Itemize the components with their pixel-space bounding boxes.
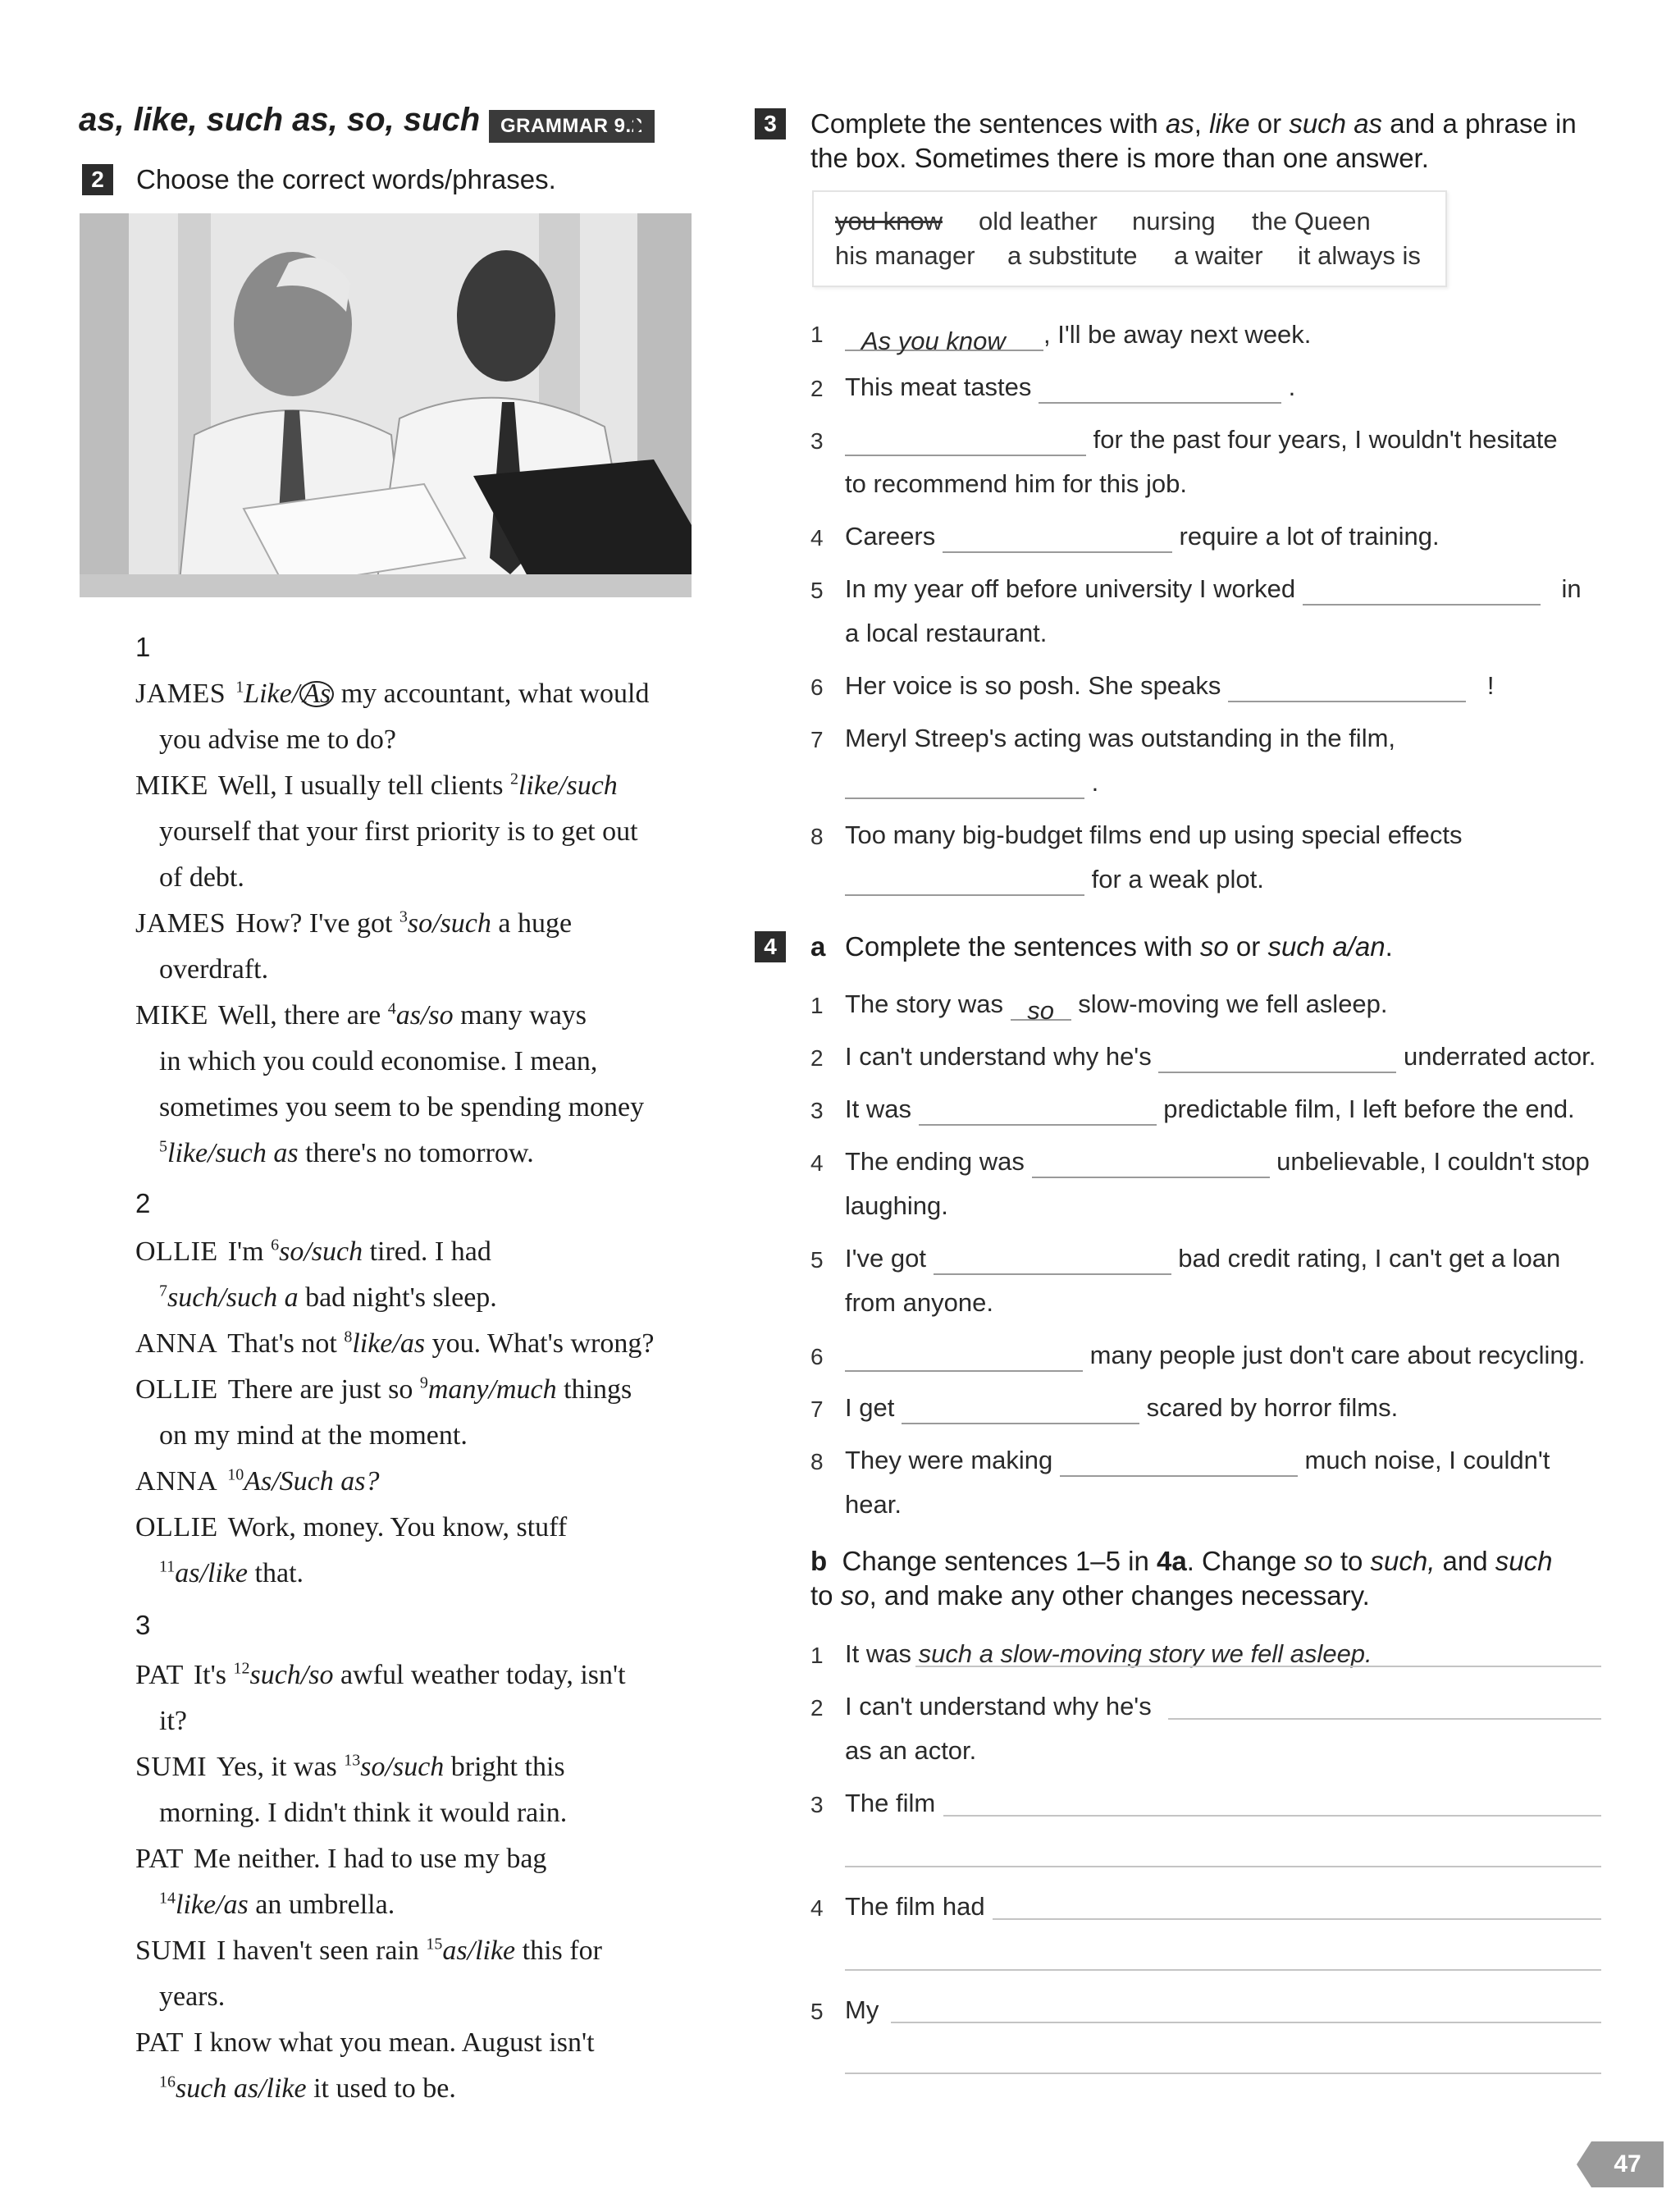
dialogue-continuation: overdraft. xyxy=(159,954,269,985)
gap-number: 7 xyxy=(159,1282,167,1300)
sentence-item: My xyxy=(845,1995,879,2024)
speaker: JAMES xyxy=(135,679,226,709)
dialogue-line xyxy=(135,1836,701,1882)
choice-option[interactable]: such/so xyxy=(249,1660,334,1690)
gap-number: 8 xyxy=(344,1328,353,1346)
line-text: a huge xyxy=(491,908,573,939)
answer-blank[interactable] xyxy=(845,773,1084,799)
sentence-item xyxy=(845,988,1388,1025)
line-text: tired. I had xyxy=(363,1236,491,1267)
sentence-text: unbelievable, I couldn't stop xyxy=(1276,1147,1590,1176)
arrow-right-icon xyxy=(633,115,643,138)
line-text: awful weather today, isn't xyxy=(333,1660,626,1690)
sentence-item: Too many big-budget films end up using special effects xyxy=(845,820,1463,849)
sentence-item xyxy=(845,573,1582,606)
speaker: PAT xyxy=(135,1844,184,1874)
word-box xyxy=(812,190,1447,287)
line-text: Work, money. You know, stuff xyxy=(227,1512,568,1542)
exercise-2-instruction: Choose the correct words/phrases. xyxy=(136,164,556,194)
choice-option[interactable]: As/Such as? xyxy=(244,1466,380,1497)
speaker: OLLIE xyxy=(135,1512,218,1542)
dialogue-line xyxy=(135,1321,701,1367)
sentence-text: . xyxy=(1091,768,1099,797)
instruction-text: to xyxy=(1332,1546,1371,1576)
answer-blank[interactable]: As you know xyxy=(845,325,1043,351)
speaker: SUMI xyxy=(135,1752,208,1782)
photo-illustration xyxy=(80,213,692,597)
choice-option[interactable]: as/like xyxy=(175,1558,249,1588)
sentence-text: for a weak plot. xyxy=(1091,865,1264,893)
line-text: There are just so xyxy=(227,1374,420,1405)
dialogue-line xyxy=(135,671,701,717)
line-text: Well, I usually tell clients xyxy=(217,770,510,801)
sentence-text: bad credit rating, I can't get a loan xyxy=(1178,1244,1561,1273)
choice-option[interactable]: many/much xyxy=(427,1374,557,1405)
dialogue-line xyxy=(135,901,701,947)
gap-number: 16 xyxy=(159,2073,176,2091)
grammar-reference-tag[interactable]: GRAMMAR 9.2 xyxy=(489,110,655,143)
sentence-text: , I'll be away next week. xyxy=(1043,320,1312,349)
line-text: this for xyxy=(515,1936,602,1966)
sentence-text: This meat tastes xyxy=(845,372,1032,401)
line-text: it used to be. xyxy=(306,2073,456,2104)
choice-option[interactable]: so/such xyxy=(407,908,491,939)
sentence-text: . xyxy=(1288,372,1296,401)
answer-line[interactable] xyxy=(845,1866,1601,1867)
word-box-item: it always is xyxy=(1298,241,1421,270)
speaker: OLLIE xyxy=(135,1374,218,1405)
instruction-text: , xyxy=(1194,108,1210,139)
sentence-text: for the past four years, I wouldn't hesitate xyxy=(1093,425,1558,454)
item-number: 3 xyxy=(810,1098,824,1123)
dialogue-continuation: on my mind at the moment. xyxy=(159,1420,468,1451)
sentence-item xyxy=(845,1444,1550,1477)
sentence-item xyxy=(845,423,1558,456)
part-a-label: a xyxy=(810,931,826,962)
instruction-text: or xyxy=(1249,108,1290,139)
word-box-item: the Queen xyxy=(1252,207,1371,235)
gap-number: 10 xyxy=(227,1465,244,1484)
answer-blank[interactable] xyxy=(1039,377,1281,404)
choice-option[interactable]: so/such xyxy=(360,1752,445,1782)
dialogue-continuation: sometimes you seem to be spending money xyxy=(159,1092,645,1122)
dialogue-line xyxy=(135,763,701,809)
sentence-item: I can't understand why he's xyxy=(845,1692,1152,1721)
line-text: Yes, it was xyxy=(217,1752,345,1782)
choice-option[interactable]: like/such xyxy=(518,770,618,801)
answer-line[interactable] xyxy=(943,1815,1601,1817)
instruction-keyword: like xyxy=(1209,108,1250,139)
sentence-text: predictable film, I left before the end. xyxy=(1163,1095,1575,1123)
answer-blank[interactable] xyxy=(1158,1047,1396,1073)
line-text: there's no tomorrow. xyxy=(298,1138,534,1168)
choice-option[interactable]: such as/like xyxy=(176,2073,307,2104)
part-b-label: b xyxy=(810,1546,828,1576)
sentence-continuation xyxy=(845,863,1264,896)
item-number: 4 xyxy=(810,525,824,551)
instruction-keyword: such, xyxy=(1370,1546,1436,1576)
instruction-text: to xyxy=(810,1580,841,1611)
dialogue-continuation: morning. I didn't think it would rain. xyxy=(159,1798,568,1828)
sentence-continuation: from anyone. xyxy=(845,1288,993,1317)
answer-blank[interactable] xyxy=(919,1099,1157,1126)
instruction-text: Complete the sentences with xyxy=(810,108,1166,139)
item-number: 1 xyxy=(810,993,824,1018)
dialogue-line xyxy=(135,1459,701,1505)
word-box-item: you know xyxy=(835,207,943,235)
exercise-4a-instruction xyxy=(845,930,1393,964)
line-text: I know what you mean. August isn't xyxy=(193,2027,595,2058)
answer-blank[interactable] xyxy=(902,1398,1139,1424)
word-box-item: a substitute xyxy=(1007,241,1138,270)
sentence-text: in xyxy=(1561,574,1582,603)
sentence-text: It was xyxy=(845,1639,911,1668)
line-text: It's xyxy=(193,1660,234,1690)
item-number: 5 xyxy=(810,1999,824,2024)
dialogue-continuation: years. xyxy=(159,1981,226,2012)
answer-blank[interactable] xyxy=(845,1346,1083,1372)
item-number: 8 xyxy=(810,1449,824,1474)
sentence-item xyxy=(845,1392,1398,1424)
instruction-text: and xyxy=(1435,1546,1495,1576)
sentence-text: They were making xyxy=(845,1446,1053,1474)
word-box-item: his manager xyxy=(835,241,975,270)
choice-option[interactable]: like/as xyxy=(176,1890,249,1920)
item-number: 3 xyxy=(810,1792,824,1817)
dialogue-line xyxy=(135,2020,701,2066)
sentence-text: many people just don't care about recycling. xyxy=(1089,1341,1586,1369)
gap-number: 1 xyxy=(235,678,244,697)
item-number: 1 xyxy=(810,1643,824,1668)
dialogue-line xyxy=(159,1275,725,1321)
line-text: that. xyxy=(248,1558,304,1588)
speaker: ANNA xyxy=(135,1466,218,1497)
gap-number: 3 xyxy=(399,907,408,926)
item-number: 1 xyxy=(810,322,824,347)
dialogue-2-number: 2 xyxy=(135,1188,151,1218)
dialogue-line xyxy=(135,993,701,1039)
answer-blank[interactable] xyxy=(845,870,1084,896)
sentence-item xyxy=(845,1040,1596,1073)
gap-number: 11 xyxy=(159,1557,176,1576)
item-number: 5 xyxy=(810,578,824,603)
instruction-text: the box. Sometimes there is more than one answer. xyxy=(810,143,1429,173)
sentence-continuation: laughing. xyxy=(845,1191,948,1220)
sentence-item xyxy=(845,1339,1586,1372)
dialogue-line xyxy=(135,1744,701,1790)
sentence-text: Her voice is so posh. She speaks xyxy=(845,671,1221,700)
answer-line[interactable] xyxy=(993,1918,1601,1920)
line-text: That's not xyxy=(227,1328,345,1359)
sentence-text: The story was xyxy=(845,989,1003,1018)
line-text: my accountant, what would xyxy=(334,679,650,709)
sentence-item: Meryl Streep's acting was outstanding in the film, xyxy=(845,724,1396,752)
choice-option[interactable]: like/as xyxy=(352,1328,426,1359)
gap-number: 9 xyxy=(419,1373,428,1392)
instruction-keyword: so xyxy=(840,1580,870,1611)
instruction-keyword: such a/an xyxy=(1267,931,1386,962)
word-box-item: nursing xyxy=(1132,207,1216,235)
exercise-4-number: 4 xyxy=(755,931,786,962)
circled-answer[interactable]: As xyxy=(299,681,334,707)
speaker: PAT xyxy=(135,2027,184,2058)
choice-option[interactable]: so/such xyxy=(279,1236,363,1267)
sentence-item: The film xyxy=(845,1789,936,1817)
line-text: I haven't seen rain xyxy=(217,1936,427,1966)
item-number: 6 xyxy=(810,674,824,700)
gap-number: 6 xyxy=(271,1236,280,1255)
gap-number: 15 xyxy=(426,1935,443,1954)
exercise-3-instruction xyxy=(810,107,1623,176)
answer-line[interactable] xyxy=(845,1969,1601,1971)
item-number: 2 xyxy=(810,376,824,401)
instruction-text: . xyxy=(1385,931,1393,962)
sentence-text: scared by horror films. xyxy=(1146,1393,1399,1422)
answer-blank[interactable] xyxy=(934,1249,1171,1275)
dialogue-line xyxy=(135,1367,701,1413)
sentence-text: Careers xyxy=(845,522,936,551)
answer-blank[interactable] xyxy=(1228,676,1466,702)
choice-option[interactable]: like/such as xyxy=(167,1138,299,1168)
item-number: 8 xyxy=(810,824,824,849)
sentence-text: slow-moving we fell asleep. xyxy=(1078,989,1388,1018)
answer-line[interactable] xyxy=(915,1666,1601,1667)
item-number: 3 xyxy=(810,428,824,454)
instruction-keyword: such as xyxy=(1289,108,1383,139)
choice-option[interactable]: as/like xyxy=(442,1936,516,1966)
line-text: How? I've got xyxy=(235,908,399,939)
line-text: bright this xyxy=(444,1752,565,1782)
choice-option[interactable]: as/so xyxy=(395,1000,454,1031)
photo-two-businessmen xyxy=(80,213,692,597)
dialogue-continuation: in which you could economise. I mean, xyxy=(159,1046,598,1076)
line-text: many ways xyxy=(453,1000,587,1031)
sentence-text: require a lot of training. xyxy=(1179,522,1440,551)
item-number: 4 xyxy=(810,1895,824,1921)
choice-option[interactable]: such/such a xyxy=(167,1282,299,1313)
dialogue-line xyxy=(135,1505,701,1551)
speaker: MIKE xyxy=(135,770,208,801)
item-number: 6 xyxy=(810,1344,824,1369)
line-text: things xyxy=(556,1374,632,1405)
instruction-keyword: so xyxy=(1303,1546,1333,1576)
sentence-text: ! xyxy=(1486,671,1495,700)
item-number: 7 xyxy=(810,1396,824,1422)
exercise-2-number: 2 xyxy=(82,164,113,195)
dialogue-continuation: it? xyxy=(159,1706,187,1736)
instruction-text: Complete the sentences with xyxy=(845,931,1200,962)
dialogue-line xyxy=(159,1131,725,1177)
gap-number: 5 xyxy=(159,1137,167,1156)
instruction-keyword: as xyxy=(1165,108,1194,139)
exercise-4b-instruction xyxy=(810,1544,1623,1613)
answer-line[interactable] xyxy=(845,2073,1601,2074)
instruction-text: , and make any other changes necessary. xyxy=(869,1580,1370,1611)
sentence-text: I can't understand why he's xyxy=(845,1042,1152,1071)
speaker: PAT xyxy=(135,1660,184,1690)
instruction-text: . Change xyxy=(1186,1546,1304,1576)
dialogue-line xyxy=(159,1882,725,1928)
sentence-item: The film had xyxy=(845,1892,985,1921)
choice-option[interactable]: Like/ xyxy=(244,679,300,709)
answer-blank[interactable] xyxy=(1060,1451,1298,1477)
gap-number: 14 xyxy=(159,1889,176,1908)
answer-blank[interactable] xyxy=(1032,1152,1270,1178)
exercise-3-number: 3 xyxy=(755,108,786,139)
word-box-item: old leather xyxy=(979,207,1098,235)
item-number: 4 xyxy=(810,1150,824,1176)
sentence-text: It was xyxy=(845,1095,911,1123)
page-number: 47 xyxy=(1591,2141,1664,2187)
answer-blank[interactable] xyxy=(1303,579,1541,606)
answer-blank[interactable] xyxy=(943,527,1172,553)
line-text: Well, there are xyxy=(217,1000,388,1031)
section-title: as, like, such as, so, such xyxy=(79,102,481,138)
line-text: Me neither. I had to use my bag xyxy=(193,1844,547,1874)
sentence-text: The ending was xyxy=(845,1147,1025,1176)
line-text: you. What's wrong? xyxy=(425,1328,655,1359)
instruction-keyword: such xyxy=(1495,1546,1553,1576)
sample-answer: such a slow-moving story we fell asleep. xyxy=(918,1639,1372,1668)
dialogue-line xyxy=(135,1652,701,1698)
sentence-text: I've got xyxy=(845,1244,926,1273)
answer-blank[interactable] xyxy=(845,430,1086,456)
sentence-item xyxy=(845,670,1494,702)
dialogue-1-number: 1 xyxy=(135,632,151,662)
sentence-item xyxy=(845,318,1312,355)
dialogue-line xyxy=(159,1551,725,1597)
line-text: an umbrella. xyxy=(248,1890,395,1920)
sentence-text: underrated actor. xyxy=(1403,1042,1596,1071)
speaker: JAMES xyxy=(135,908,226,939)
sentence-text: I get xyxy=(845,1393,895,1422)
word-box-item: a waiter xyxy=(1174,241,1263,270)
sentence-item xyxy=(845,1242,1560,1275)
line-text: I'm xyxy=(227,1236,272,1267)
gap-number: 13 xyxy=(344,1751,361,1770)
gap-number: 12 xyxy=(233,1659,250,1678)
answer-line[interactable] xyxy=(891,2022,1601,2023)
item-number: 7 xyxy=(810,727,824,752)
sentence-continuation: to recommend him for this job. xyxy=(845,469,1187,498)
sentence-text: much noise, I couldn't xyxy=(1304,1446,1550,1474)
instruction-text: Change sentences 1–5 in xyxy=(842,1546,1157,1576)
answer-line[interactable] xyxy=(1168,1718,1601,1720)
sentence-continuation: a local restaurant. xyxy=(845,619,1048,647)
dialogue-continuation: you advise me to do? xyxy=(159,724,396,755)
gap-number: 4 xyxy=(387,999,396,1018)
answer-blank[interactable]: so xyxy=(1011,994,1071,1021)
dialogue-line xyxy=(159,2066,725,2112)
sentence-text: In my year off before university I worked xyxy=(845,574,1296,603)
sentence-item xyxy=(845,1093,1575,1126)
sentence-continuation: hear. xyxy=(845,1490,902,1519)
sentence-continuation: as an actor. xyxy=(845,1736,977,1765)
item-number: 5 xyxy=(810,1247,824,1273)
sentence-item xyxy=(845,371,1295,404)
line-text: bad night's sleep. xyxy=(298,1282,497,1313)
item-number: 2 xyxy=(810,1045,824,1071)
sentence-item xyxy=(845,520,1440,553)
speaker: OLLIE xyxy=(135,1236,218,1267)
dialogue-line xyxy=(135,1928,701,1974)
speaker: SUMI xyxy=(135,1936,208,1966)
speaker: MIKE xyxy=(135,1000,208,1031)
instruction-text: or xyxy=(1228,931,1268,962)
dialogue-3-number: 3 xyxy=(135,1610,151,1640)
instruction-text: and a phrase in xyxy=(1382,108,1577,139)
speaker: ANNA xyxy=(135,1328,218,1359)
dialogue-continuation: yourself that your first priority is to get out xyxy=(159,816,638,847)
dialogue-continuation: of debt. xyxy=(159,862,244,893)
sentence-item xyxy=(845,1145,1590,1178)
sentence-continuation xyxy=(845,766,1098,799)
gap-number: 2 xyxy=(509,770,518,788)
instruction-keyword: so xyxy=(1199,931,1229,962)
instruction-keyword: 4a xyxy=(1156,1546,1187,1576)
dialogue-line xyxy=(135,1229,701,1275)
item-number: 2 xyxy=(810,1695,824,1721)
